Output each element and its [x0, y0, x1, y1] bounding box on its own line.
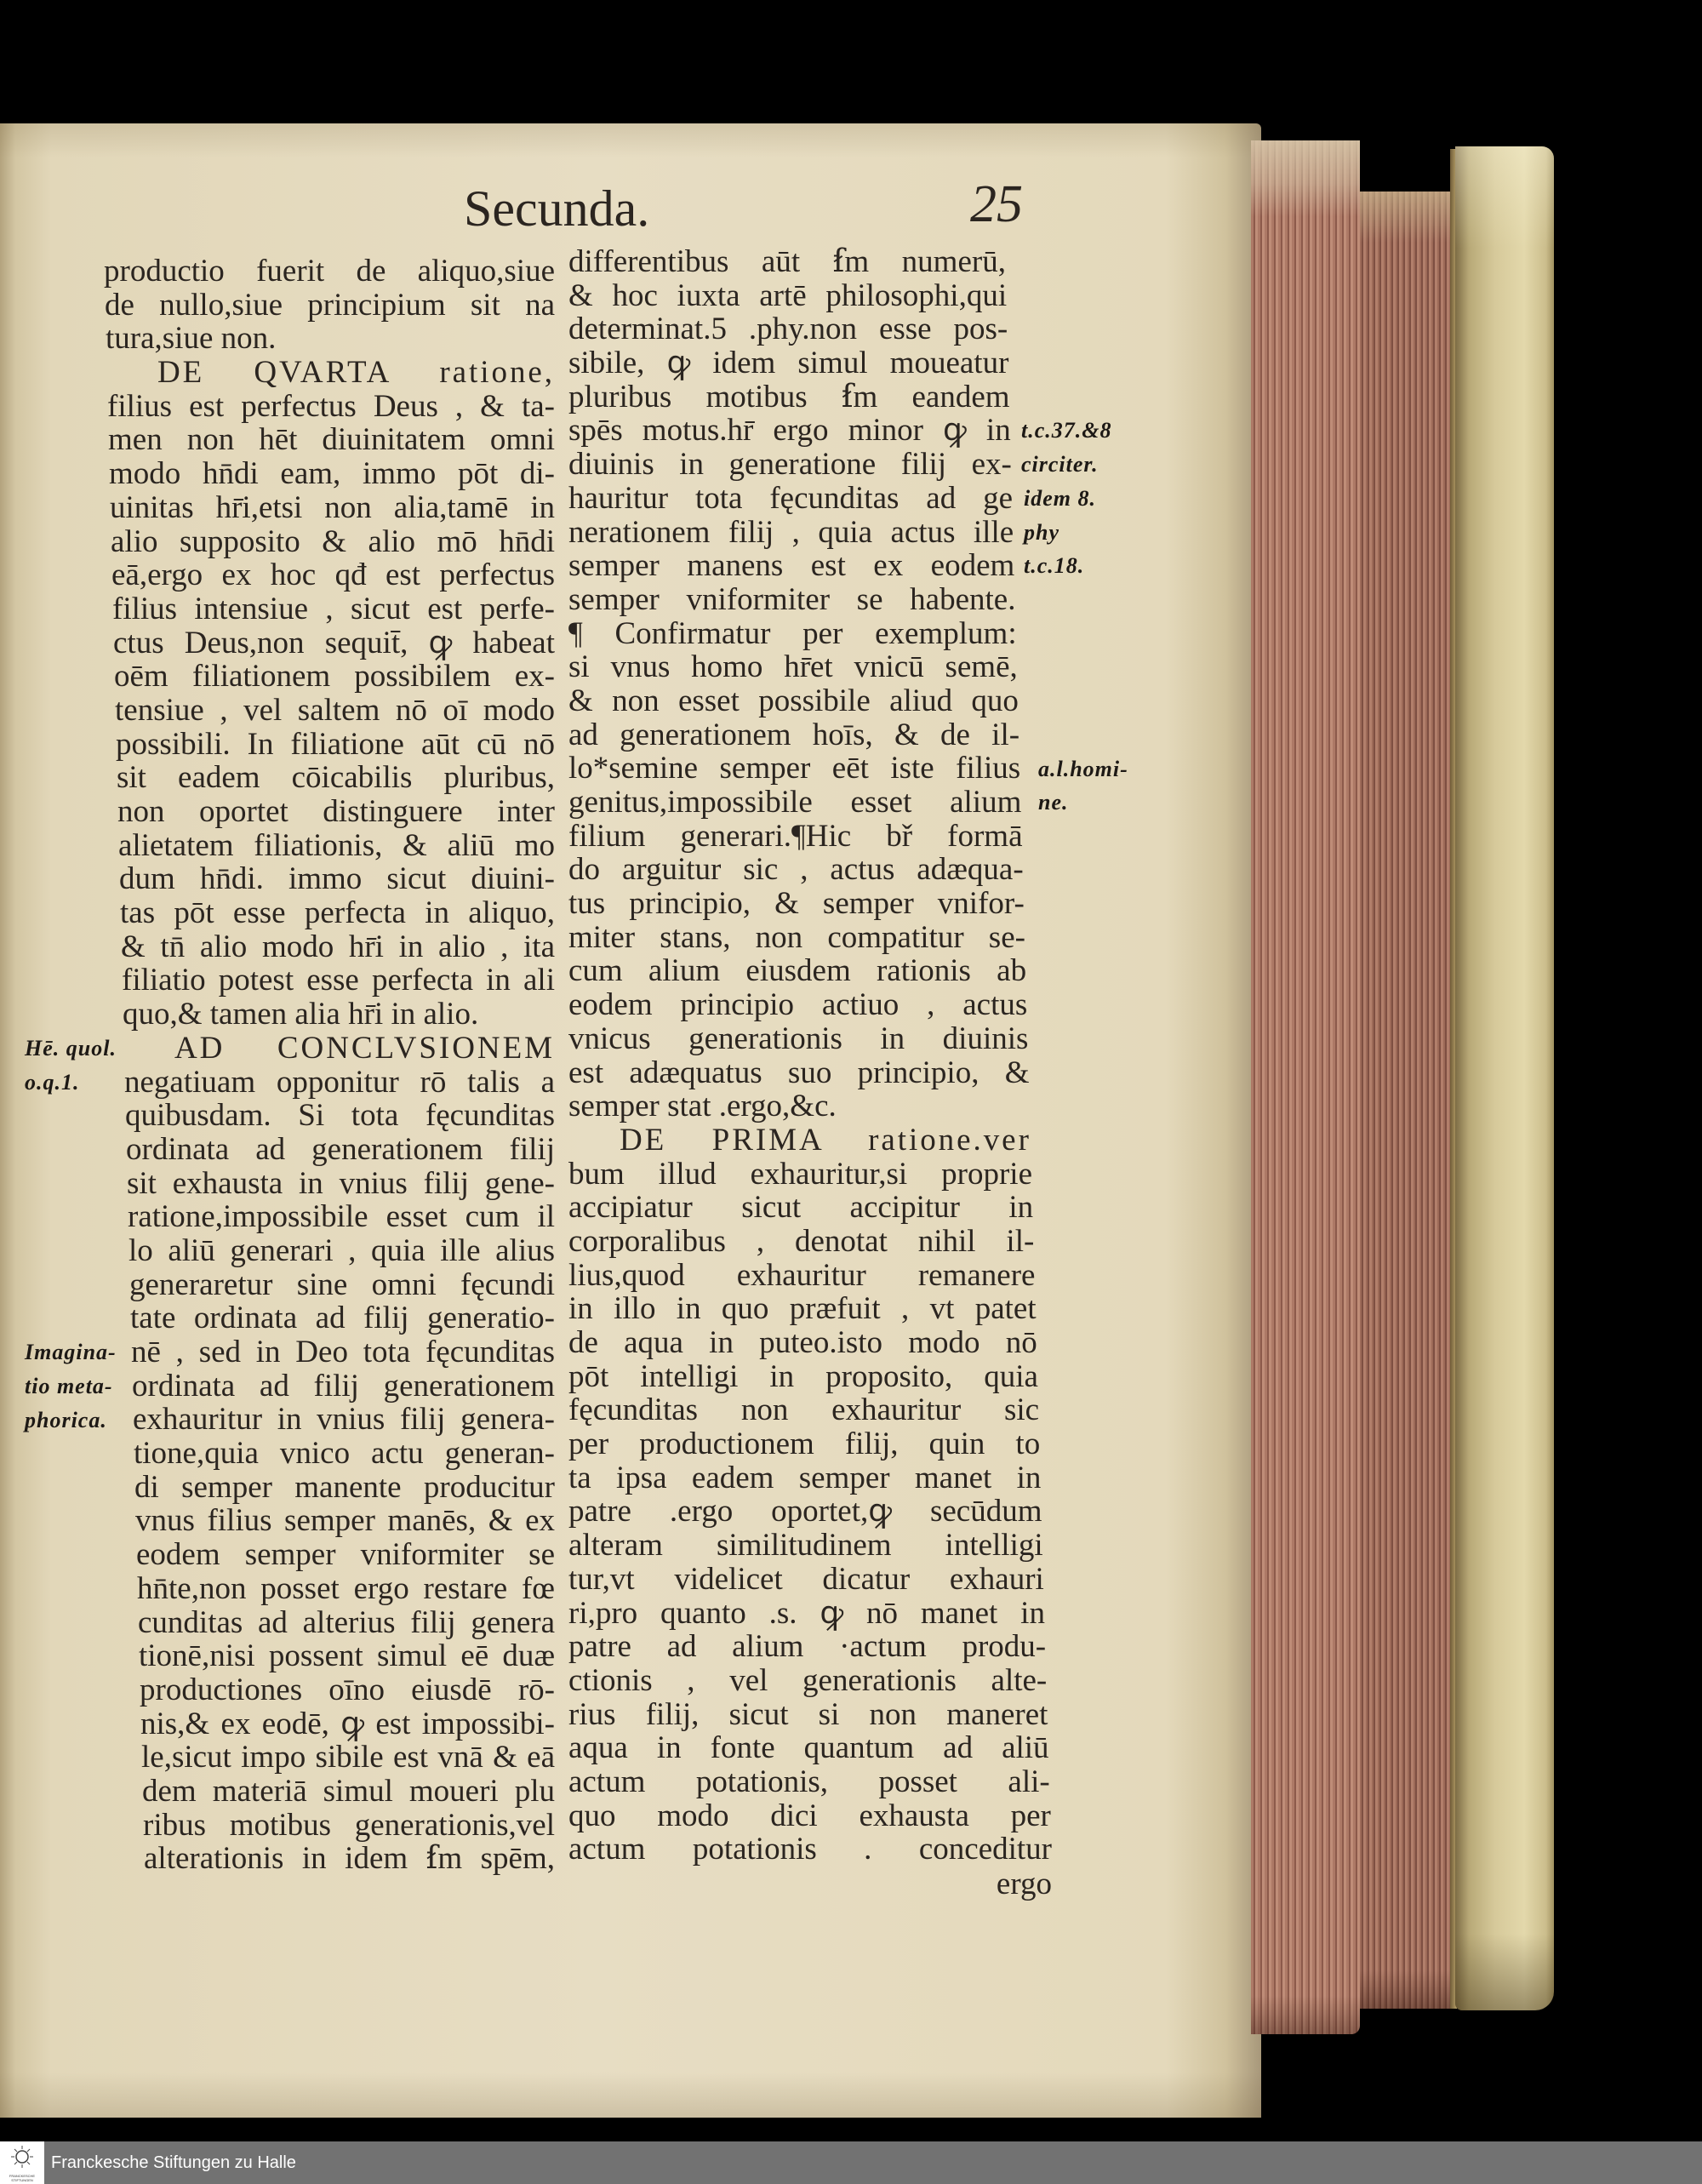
- left-column-line: tionē,nisi possent simul eē duæ: [139, 1638, 555, 1674]
- right-column-line: vnicus generationis in diuinis: [568, 1021, 1029, 1056]
- left-column-line: tate ordinata ad filij generatio-: [130, 1301, 555, 1336]
- right-column-line: pluribus motibus ẜm eandem: [568, 379, 1010, 415]
- left-column-line: exhauritur in vnius filij genera-: [133, 1402, 555, 1438]
- right-column-line: sibile, ꝙ idem simul moueatur: [568, 346, 1009, 381]
- left-column-line: productio fuerit de aliquo,siue: [104, 254, 555, 289]
- margin-note-left: Hē. quol.: [25, 1036, 117, 1061]
- right-column-line: diuinis in generatione filij ex-: [568, 447, 1012, 483]
- margin-note-left: phorica.: [25, 1408, 107, 1432]
- left-column-line: lo aliū generari , quia ille alius: [129, 1232, 555, 1268]
- right-column-line: ¶ Confirmatur per exemplum:: [568, 615, 1017, 651]
- left-column-line: DE QVARTA ratione,: [157, 355, 555, 391]
- right-column-line: pōt intelligi in proposito, quia: [568, 1358, 1038, 1394]
- margin-note-right: t.c.37.&8: [1021, 418, 1112, 443]
- right-column-line: DE PRIMA ratione.ver: [620, 1122, 1031, 1158]
- left-column-line: eā,ergo ex hoc qđ est perfectus: [111, 557, 555, 593]
- left-column-line: ordinata ad generationem filij: [126, 1131, 555, 1167]
- left-column-line: oēm filiationem possibilem ex-: [114, 659, 555, 695]
- right-column-line: ri,pro quanto .s. ꝙ nō manet in: [568, 1595, 1045, 1631]
- right-column-line: do arguitur sic , actus adæqua-: [568, 852, 1024, 888]
- margin-note-right: t.c.18.: [1024, 553, 1085, 578]
- right-column-line: fęcunditas non exhauritur sic: [568, 1392, 1040, 1428]
- left-column-line: quibusdam. Si tota fęcunditas: [125, 1098, 555, 1134]
- left-column-line: ratione,impossibile esset cum il: [128, 1199, 555, 1235]
- left-text-column: [104, 254, 555, 1876]
- right-column-line: semper stat .ergo,&c.: [568, 1089, 837, 1124]
- left-column-line: filiatio potest esse perfecta in ali: [122, 963, 555, 998]
- margin-note-right: ne.: [1038, 790, 1069, 815]
- left-column-line: hn̄te,non posset ergo restare fœ: [137, 1570, 555, 1606]
- left-column-line: di semper manente producitur: [134, 1469, 555, 1505]
- right-column-line: patre .ergo oportet,ꝙ secūdum: [568, 1494, 1042, 1529]
- logo-text: FRANCKESCHE STIFTUNGEN: [9, 2174, 36, 2182]
- right-column-line: corporalibus , denotat nihil il-: [568, 1223, 1035, 1259]
- right-column-line: determinat.5 .phy.non esse pos-: [568, 312, 1008, 347]
- left-column-line: ordinata ad filij generationem: [132, 1368, 555, 1404]
- left-column-line: negatiuam opponitur rō talis a: [124, 1064, 555, 1100]
- right-column-line: in illo in quo præfuit , vt patet: [568, 1291, 1037, 1327]
- right-column-line: actum potationis, posset ali-: [568, 1764, 1050, 1799]
- left-column-line: cunditas ad alterius filij genera: [138, 1604, 555, 1640]
- left-column-line: productiones oīno eiusdē rō-: [140, 1672, 555, 1707]
- left-column-line: alio supposito & alio mō hn̄di: [111, 523, 555, 559]
- catchword: ergo: [996, 1867, 1052, 1901]
- right-column-line: nerationem filij , quia actus ille: [568, 514, 1014, 550]
- right-column-line: patre ad alium ·actum produ-: [568, 1629, 1047, 1665]
- right-column-line: actum potationis . conceditur: [568, 1832, 1052, 1867]
- book-page-edges-front: [1251, 140, 1360, 2034]
- right-column-line: cum alium eiusdem rationis ab: [568, 953, 1027, 989]
- right-column-line: si vnus homo hr̄et vnicū semē,: [568, 649, 1018, 685]
- footer-bar: [0, 2141, 1702, 2184]
- right-column-line: lo*semine semper eēt iste filius: [568, 751, 1021, 786]
- right-column-line: de aqua in puteo.isto modo nō: [568, 1325, 1037, 1360]
- left-column-line: eodem semper vniformiter se: [136, 1537, 555, 1573]
- left-column-line: dem materiā simul moueri plu: [142, 1773, 555, 1809]
- margin-note-left: Imagina-: [25, 1340, 117, 1364]
- margin-note-right: circiter.: [1021, 452, 1099, 477]
- left-column-line: nis,& ex eodē, ꝙ est impossibi-: [140, 1706, 555, 1741]
- right-column-line: alteram similitudinem intelligi: [568, 1528, 1043, 1564]
- right-column-line: tus principio, & semper vnifor-: [568, 886, 1025, 922]
- left-column-line: AD CONCLVSIONEM: [174, 1030, 555, 1066]
- left-column-line: men non hēt diuinitatem omni: [108, 422, 555, 458]
- right-column-line: ad generationem hoīs, & de il-: [568, 717, 1020, 752]
- institution-name: Franckesche Stiftungen zu Halle: [51, 2153, 296, 2172]
- right-column-line: lius,quod exhauritur remanere: [568, 1257, 1036, 1293]
- right-column-line: per productionem filij, quin to: [568, 1426, 1041, 1462]
- right-column-line: est adæquatus suo principio, &: [568, 1055, 1030, 1090]
- vellum-binding: [1455, 146, 1554, 2010]
- left-column-line: tas pōt esse perfecta in aliquo,: [120, 895, 555, 931]
- left-column-line: uinitas hr̄i,etsi non alia,tamē in: [110, 489, 555, 525]
- right-column-line: tur,vt videlicet dicatur exhauri: [568, 1561, 1044, 1597]
- left-column-line: de nullo,siue principium sit na: [105, 287, 555, 323]
- right-column-line: hauritur tota fęcunditas ad ge: [568, 480, 1013, 516]
- left-column-line: & tn̄ alio modo hr̄i in alio , ita: [121, 929, 555, 964]
- left-column-line: tensiue , vel saltem nō oī modo: [115, 692, 555, 728]
- right-column-line: ta ipsa eadem semper manet in: [568, 1460, 1042, 1495]
- book-page-edges-back: [1360, 192, 1454, 2009]
- running-head: Secunda.: [464, 180, 650, 237]
- right-column-line: spēs motus.hr̄ ergo minor ꝙ in: [568, 413, 1011, 449]
- book-page: [0, 123, 1261, 2118]
- right-column-line: & non esset possibile aliud quo: [568, 683, 1019, 718]
- right-column-line: genitus,impossibile esset alium: [568, 785, 1022, 820]
- left-column-line: filius est perfectus Deus , & ta-: [107, 388, 555, 424]
- left-column-line: modo hn̄di eam, immo pōt di-: [109, 456, 555, 492]
- left-column-line: quo,& tamen alia hr̄i in alio.: [123, 997, 479, 1032]
- left-column-line: alietatem filiationis, & aliū mo: [118, 827, 555, 863]
- institution-logo: [0, 2141, 44, 2184]
- left-column-line: sit eadem cōicabilis pluribus,: [117, 760, 555, 796]
- right-column-line: aqua in fonte quantum ad aliū: [568, 1730, 1049, 1766]
- left-column-line: vnus filius semper manēs, & ex: [135, 1503, 555, 1539]
- right-text-column: [568, 245, 1052, 1867]
- right-column-line: rius filij, sicut si non maneret: [568, 1696, 1048, 1732]
- right-column-line: filium generari.¶Hic bř formā: [568, 818, 1023, 854]
- left-column-line: alterationis in idem ẜm spēm,: [144, 1841, 555, 1877]
- page-number: 25: [970, 175, 1023, 233]
- right-column-line: & hoc iuxta artē philosophi,qui: [568, 277, 1008, 313]
- right-column-line: semper vniformiter se habente.: [568, 581, 1016, 617]
- left-column-line: filius intensiue , sicut est perfe-: [112, 591, 555, 626]
- right-column-line: semper manens est ex eodem: [568, 548, 1015, 584]
- sun-emblem-icon: [0, 2141, 44, 2174]
- left-column-line: tura,siue non.: [106, 321, 277, 357]
- left-column-line: ribus motibus generationis,vel: [143, 1807, 555, 1843]
- margin-note-right: idem 8.: [1024, 486, 1096, 511]
- right-column-line: accipiatur sicut accipitur in: [568, 1190, 1034, 1226]
- right-column-line: eodem principio actiuo , actus: [568, 987, 1028, 1023]
- left-column-line: tione,quia vnico actu generan-: [134, 1436, 555, 1472]
- right-column-line: quo modo dici exhausta per: [568, 1798, 1051, 1833]
- left-column-line: possibili. In filiatione aūt cū nō: [116, 726, 555, 762]
- right-column-line: miter stans, non compatitur se-: [568, 919, 1025, 955]
- margin-note-left: tio meta-: [25, 1374, 113, 1398]
- left-column-line: dum hn̄di. immo sicut diuini-: [119, 861, 555, 897]
- left-column-line: non oportet distinguere inter: [117, 794, 555, 829]
- right-column-line: differentibus aūt ẜm numerū,: [568, 244, 1006, 279]
- left-column-line: le,sicut impo sibile est vnā & eā: [141, 1740, 555, 1775]
- right-column-line: ctionis , vel generationis alte-: [568, 1662, 1048, 1698]
- left-column-line: sit exhausta in vnius filij gene-: [127, 1165, 555, 1201]
- right-column-line: bum illud exhauritur,si proprie: [568, 1156, 1032, 1192]
- left-column-line: nē , sed in Deo tota fęcunditas: [131, 1335, 555, 1369]
- left-column-line: generaretur sine omni fęcundi: [129, 1266, 555, 1302]
- margin-note-right: a.l.homi-: [1038, 757, 1128, 781]
- margin-note-left: o.q.1.: [25, 1070, 80, 1095]
- left-column-line: ctus Deus,non sequit̄, ꝙ habeat: [113, 625, 555, 660]
- margin-note-right: phy: [1024, 520, 1059, 545]
